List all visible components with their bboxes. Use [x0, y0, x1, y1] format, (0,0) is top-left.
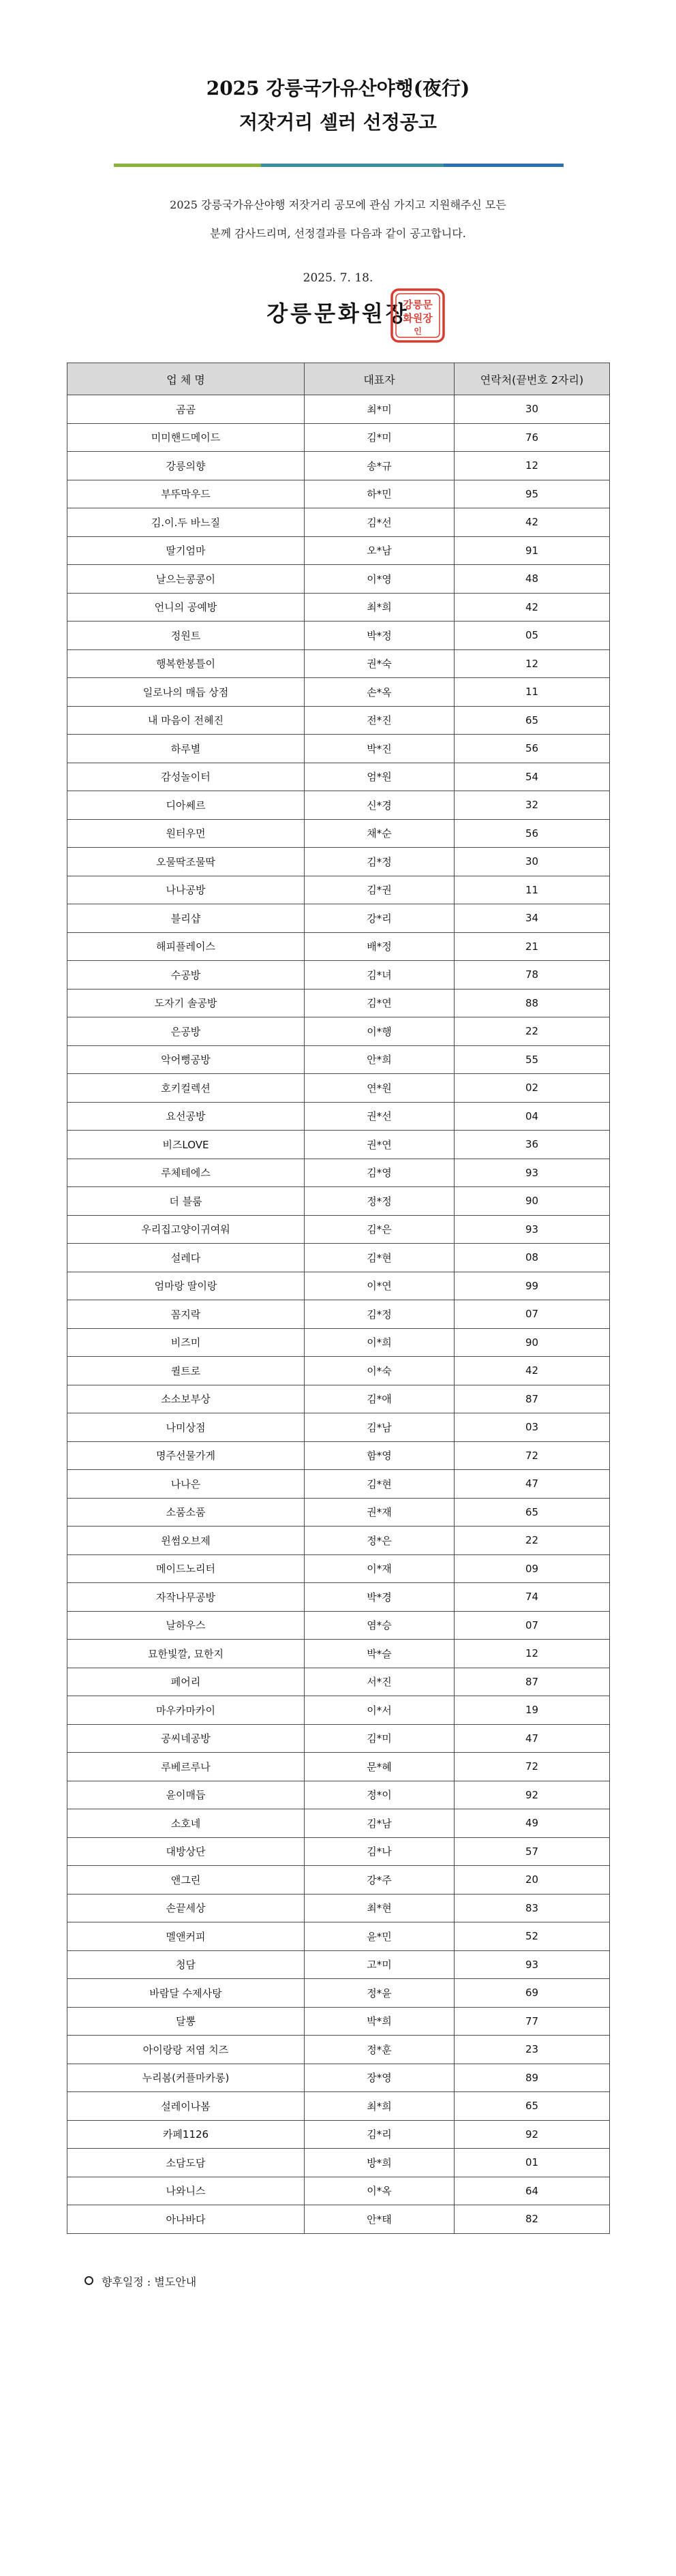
company-cell: 누리봄(커플마카롱) — [67, 2064, 305, 2092]
company-cell: 날으는콩콩이 — [67, 565, 305, 594]
company-cell: 딸기엄마 — [67, 536, 305, 565]
representative-cell: 김*선 — [305, 508, 455, 537]
representative-cell: 김*연 — [305, 989, 455, 1017]
table-row — [67, 735, 610, 763]
svg-text:강릉문: 강릉문 — [403, 298, 433, 311]
header-representative: 대표자 — [305, 363, 455, 395]
company-cell: 디아쎄르 — [67, 791, 305, 820]
contact-cell: 89 — [455, 2064, 610, 2092]
representative-cell: 엄*원 — [305, 763, 455, 791]
contact-cell: 56 — [455, 735, 610, 763]
table-row — [67, 1894, 610, 1922]
table-row — [67, 565, 610, 594]
company-cell: 소담도담 — [67, 2149, 305, 2177]
table-row — [67, 2007, 610, 2036]
title-line-2: 저잣거리 셀러 선정공고 — [239, 111, 437, 134]
table-row — [67, 1979, 610, 2008]
table-row — [67, 932, 610, 961]
company-cell: 앤그린 — [67, 1866, 305, 1895]
contact-cell: 05 — [455, 622, 610, 650]
contact-cell: 65 — [455, 1498, 610, 1527]
contact-cell: 08 — [455, 1244, 610, 1272]
representative-cell: 염*승 — [305, 1611, 455, 1640]
table-row — [67, 1611, 610, 1640]
table-row — [67, 1187, 610, 1216]
table-row — [67, 2177, 610, 2205]
company-cell: 하루별 — [67, 735, 305, 763]
company-cell: 미미핸드메이드 — [67, 423, 305, 452]
contact-cell: 32 — [455, 791, 610, 820]
table-row — [67, 763, 610, 791]
contact-cell: 64 — [455, 2177, 610, 2205]
representative-cell: 박*경 — [305, 1583, 455, 1612]
contact-cell: 82 — [455, 2205, 610, 2234]
contact-cell: 02 — [455, 1074, 610, 1103]
contact-cell: 52 — [455, 1922, 610, 1951]
contact-cell: 87 — [455, 1668, 610, 1696]
svg-text:화원장: 화원장 — [403, 312, 433, 324]
table-row — [67, 536, 610, 565]
contact-cell: 72 — [455, 1753, 610, 1781]
company-cell: 바람달 수제사탕 — [67, 1979, 305, 2008]
table-row — [67, 1102, 610, 1131]
representative-cell: 이*희 — [305, 1328, 455, 1357]
contact-cell: 19 — [455, 1696, 610, 1725]
table-row — [67, 2092, 610, 2121]
contact-cell: 20 — [455, 1866, 610, 1895]
representative-cell: 강*주 — [305, 1866, 455, 1895]
contact-cell: 76 — [455, 423, 610, 452]
representative-cell: 정*윤 — [305, 1979, 455, 2008]
schedule-text: 향후일정 : 별도안내 — [102, 2275, 197, 2288]
company-cell: 메이드노리터 — [67, 1554, 305, 1583]
representative-cell: 박*희 — [305, 2007, 455, 2036]
table-row — [67, 395, 610, 424]
company-cell: 명주선물가게 — [67, 1441, 305, 1470]
contact-cell: 92 — [455, 2120, 610, 2149]
company-cell: 아나바다 — [67, 2205, 305, 2234]
company-cell: 나미상점 — [67, 1413, 305, 1442]
company-cell: 더 블룸 — [67, 1187, 305, 1216]
contact-cell: 09 — [455, 1554, 610, 1583]
representative-cell: 김*애 — [305, 1385, 455, 1413]
representative-cell: 김*정 — [305, 848, 455, 876]
contact-cell: 07 — [455, 1300, 610, 1329]
contact-cell: 54 — [455, 763, 610, 791]
company-cell: 소소보부상 — [67, 1385, 305, 1413]
svg-text:인: 인 — [414, 326, 422, 336]
representative-cell: 이*옥 — [305, 2177, 455, 2205]
representative-cell: 오*남 — [305, 536, 455, 565]
representative-cell: 방*희 — [305, 2149, 455, 2177]
representative-cell: 고*미 — [305, 1950, 455, 1979]
representative-cell: 김*은 — [305, 1215, 455, 1244]
company-cell: 자작나무공방 — [67, 1583, 305, 1612]
company-cell: 꼼지락 — [67, 1300, 305, 1329]
table-row — [67, 452, 610, 480]
table-row — [67, 1074, 610, 1103]
table-row — [67, 1809, 610, 1838]
table-row — [67, 904, 610, 933]
contact-cell: 42 — [455, 593, 610, 622]
representative-cell: 정*정 — [305, 1187, 455, 1216]
representative-cell: 문*혜 — [305, 1753, 455, 1781]
contact-cell: 11 — [455, 876, 610, 904]
contact-cell: 12 — [455, 452, 610, 480]
contact-cell: 83 — [455, 1894, 610, 1922]
table-row — [67, 1950, 610, 1979]
table-row — [67, 1244, 610, 1272]
contact-cell: 91 — [455, 536, 610, 565]
table-row — [67, 1753, 610, 1781]
representative-cell: 권*연 — [305, 1131, 455, 1159]
contact-cell: 90 — [455, 1187, 610, 1216]
contact-cell: 01 — [455, 2149, 610, 2177]
divider-blue — [444, 164, 564, 167]
intro-line-2: 분께 감사드리며, 선정결과를 다음과 같이 공고합니다. — [210, 227, 466, 240]
representative-cell: 이*재 — [305, 1554, 455, 1583]
table-row — [67, 1527, 610, 1555]
representative-cell: 이*영 — [305, 565, 455, 594]
contact-cell: 42 — [455, 508, 610, 537]
representative-cell: 박*정 — [305, 622, 455, 650]
representative-cell: 함*영 — [305, 1441, 455, 1470]
contact-cell: 56 — [455, 819, 610, 848]
contact-cell: 78 — [455, 961, 610, 990]
table-row — [67, 1640, 610, 1668]
contact-cell: 22 — [455, 1017, 610, 1046]
contact-cell: 57 — [455, 1837, 610, 1866]
company-cell: 나나은 — [67, 1470, 305, 1499]
company-cell: 김.이.두 바느질 — [67, 508, 305, 537]
table-row — [67, 876, 610, 904]
contact-cell: 99 — [455, 1272, 610, 1300]
representative-cell: 이*연 — [305, 1272, 455, 1300]
contact-cell: 92 — [455, 1781, 610, 1809]
company-cell: 엄마랑 딸이랑 — [67, 1272, 305, 1300]
table-row — [67, 593, 610, 622]
company-cell: 멜앤커피 — [67, 1922, 305, 1951]
table-row — [67, 1215, 610, 1244]
contact-cell: 65 — [455, 2092, 610, 2121]
contact-cell: 48 — [455, 565, 610, 594]
representative-cell: 전*진 — [305, 706, 455, 735]
representative-cell: 김*나 — [305, 1837, 455, 1866]
company-cell: 언니의 공예방 — [67, 593, 305, 622]
table-row — [67, 1272, 610, 1300]
table-row — [67, 480, 610, 508]
company-cell: 악어뻥공방 — [67, 1045, 305, 1074]
table-row — [67, 1385, 610, 1413]
representative-cell: 최*미 — [305, 395, 455, 424]
representative-cell: 하*민 — [305, 480, 455, 508]
company-cell: 나나공방 — [67, 876, 305, 904]
title-line-1: 2025 강릉국가유산야행(夜行) — [206, 77, 470, 99]
table-row — [67, 791, 610, 820]
organization-name: 강릉문화원장 — [266, 301, 410, 326]
contact-cell: 04 — [455, 1102, 610, 1131]
company-cell: 곰곰 — [67, 395, 305, 424]
representative-cell: 안*태 — [305, 2205, 455, 2234]
table-row — [67, 649, 610, 678]
table-row — [67, 423, 610, 452]
contact-cell: 95 — [455, 480, 610, 508]
company-cell: 루베르루나 — [67, 1753, 305, 1781]
company-cell: 청담 — [67, 1950, 305, 1979]
table-row — [67, 1696, 610, 1725]
table-row — [67, 706, 610, 735]
company-cell: 소호네 — [67, 1809, 305, 1838]
table-row — [67, 1017, 610, 1046]
contact-cell: 93 — [455, 1215, 610, 1244]
company-cell: 페어리 — [67, 1668, 305, 1696]
circle-bullet-icon — [84, 2276, 93, 2285]
representative-cell: 강*리 — [305, 904, 455, 933]
contact-cell: 36 — [455, 1131, 610, 1159]
contact-cell: 42 — [455, 1357, 610, 1385]
table-row — [67, 2120, 610, 2149]
company-cell: 해피플레이스 — [67, 932, 305, 961]
table-row — [67, 1470, 610, 1499]
contact-cell: 34 — [455, 904, 610, 933]
contact-cell: 23 — [455, 2036, 610, 2064]
divider-green — [114, 164, 261, 167]
table-row — [67, 1357, 610, 1385]
representative-cell: 배*정 — [305, 932, 455, 961]
representative-cell: 김*남 — [305, 1413, 455, 1442]
table-row — [67, 1724, 610, 1753]
table-row — [67, 1837, 610, 1866]
table-row — [67, 1413, 610, 1442]
company-cell: 카페1126 — [67, 2120, 305, 2149]
company-cell: 강릉의향 — [67, 452, 305, 480]
table-row — [67, 2064, 610, 2092]
representative-cell: 김*미 — [305, 1724, 455, 1753]
table-row — [67, 1922, 610, 1951]
company-cell: 손끝세상 — [67, 1894, 305, 1922]
company-cell: 비즈LOVE — [67, 1131, 305, 1159]
company-cell: 윤이매듭 — [67, 1781, 305, 1809]
representative-cell: 김*남 — [305, 1809, 455, 1838]
contact-cell: 47 — [455, 1470, 610, 1499]
contact-cell: 74 — [455, 1583, 610, 1612]
representative-cell: 김*영 — [305, 1159, 455, 1187]
representative-cell: 이*서 — [305, 1696, 455, 1725]
table-row — [67, 1866, 610, 1895]
representative-cell: 채*순 — [305, 819, 455, 848]
company-cell: 루체테에스 — [67, 1159, 305, 1187]
company-cell: 정원트 — [67, 622, 305, 650]
company-cell: 수공방 — [67, 961, 305, 990]
table-row — [67, 961, 610, 990]
company-cell: 대방상단 — [67, 1837, 305, 1866]
representative-cell: 안*희 — [305, 1045, 455, 1074]
contact-cell: 30 — [455, 848, 610, 876]
table-row — [67, 678, 610, 707]
contact-cell: 11 — [455, 678, 610, 707]
contact-cell: 65 — [455, 706, 610, 735]
table-row — [67, 1300, 610, 1329]
representative-cell: 권*재 — [305, 1498, 455, 1527]
table-row — [67, 2149, 610, 2177]
divider-teal — [261, 164, 444, 167]
contact-cell: 69 — [455, 1979, 610, 2008]
representative-cell: 이*행 — [305, 1017, 455, 1046]
table-row — [67, 1045, 610, 1074]
representative-cell: 윤*민 — [305, 1922, 455, 1951]
table-row — [67, 848, 610, 876]
table-row — [67, 1668, 610, 1696]
contact-cell: 22 — [455, 1527, 610, 1555]
contact-cell: 77 — [455, 2007, 610, 2036]
representative-cell: 손*옥 — [305, 678, 455, 707]
representative-cell: 박*진 — [305, 735, 455, 763]
company-cell: 설레이나봄 — [67, 2092, 305, 2121]
contact-cell: 12 — [455, 649, 610, 678]
table-row — [67, 1498, 610, 1527]
company-cell: 마우카마카이 — [67, 1696, 305, 1725]
company-cell: 원터우먼 — [67, 819, 305, 848]
company-cell: 묘한빛깔, 묘한지 — [67, 1640, 305, 1668]
representative-cell: 김*현 — [305, 1244, 455, 1272]
contact-cell: 21 — [455, 932, 610, 961]
seller-table — [67, 363, 610, 2234]
notice-date: 2025. 7. 18. — [303, 271, 373, 285]
company-cell: 비즈미 — [67, 1328, 305, 1357]
contact-cell: 88 — [455, 989, 610, 1017]
representative-cell: 서*진 — [305, 1668, 455, 1696]
contact-cell: 49 — [455, 1809, 610, 1838]
representative-cell: 정*은 — [305, 1527, 455, 1555]
representative-cell: 최*희 — [305, 2092, 455, 2121]
representative-cell: 박*슬 — [305, 1640, 455, 1668]
representative-cell: 이*숙 — [305, 1357, 455, 1385]
contact-cell: 87 — [455, 1385, 610, 1413]
table-row — [67, 2205, 610, 2234]
table-row — [67, 1781, 610, 1809]
company-cell: 아이랑랑 저염 치즈 — [67, 2036, 305, 2064]
table-row — [67, 2036, 610, 2064]
representative-cell: 신*경 — [305, 791, 455, 820]
representative-cell: 권*숙 — [305, 649, 455, 678]
representative-cell: 최*현 — [305, 1894, 455, 1922]
contact-cell: 72 — [455, 1441, 610, 1470]
schedule-note — [84, 2273, 196, 2289]
company-cell: 나와니스 — [67, 2177, 305, 2205]
table-row — [67, 1159, 610, 1187]
company-cell: 도자기 솔공방 — [67, 989, 305, 1017]
intro-line-1: 2025 강릉국가유산야행 저잣거리 공모에 관심 가지고 지원해주신 모든 — [170, 198, 506, 211]
company-cell: 설레다 — [67, 1244, 305, 1272]
representative-cell: 최*희 — [305, 593, 455, 622]
contact-cell: 90 — [455, 1328, 610, 1357]
company-cell: 날하우스 — [67, 1611, 305, 1640]
table-row — [67, 1554, 610, 1583]
table-header-row — [67, 363, 610, 395]
representative-cell: 김*미 — [305, 423, 455, 452]
table-row — [67, 1328, 610, 1357]
table-row — [67, 819, 610, 848]
representative-cell: 정*훈 — [305, 2036, 455, 2064]
table-row — [67, 1441, 610, 1470]
representative-cell: 김*녀 — [305, 961, 455, 990]
representative-cell: 연*원 — [305, 1074, 455, 1103]
contact-cell: 07 — [455, 1611, 610, 1640]
company-cell: 퀼트로 — [67, 1357, 305, 1385]
contact-cell: 12 — [455, 1640, 610, 1668]
representative-cell: 김*현 — [305, 1470, 455, 1499]
company-cell: 내 마음이 전혜진 — [67, 706, 305, 735]
company-cell: 은공방 — [67, 1017, 305, 1046]
representative-cell: 김*정 — [305, 1300, 455, 1329]
representative-cell: 송*규 — [305, 452, 455, 480]
contact-cell: 93 — [455, 1159, 610, 1187]
company-cell: 부뚜막우드 — [67, 480, 305, 508]
contact-cell: 93 — [455, 1950, 610, 1979]
official-seal-icon — [388, 286, 447, 345]
header-company: 업 체 명 — [67, 363, 305, 395]
representative-cell: 김*리 — [305, 2120, 455, 2149]
header-contact: 연락처(끝번호 2자리) — [455, 363, 610, 395]
contact-cell: 30 — [455, 395, 610, 424]
company-cell: 블리샵 — [67, 904, 305, 933]
company-cell: 오물딱조물딱 — [67, 848, 305, 876]
company-cell: 소품소품 — [67, 1498, 305, 1527]
table-row — [67, 1583, 610, 1612]
contact-cell: 47 — [455, 1724, 610, 1753]
representative-cell: 장*영 — [305, 2064, 455, 2092]
company-cell: 우리집고양이귀여워 — [67, 1215, 305, 1244]
contact-cell: 03 — [455, 1413, 610, 1442]
table-row — [67, 1131, 610, 1159]
company-cell: 요선공방 — [67, 1102, 305, 1131]
company-cell: 호키컬렉션 — [67, 1074, 305, 1103]
company-cell: 윈썸오브제 — [67, 1527, 305, 1555]
contact-cell: 55 — [455, 1045, 610, 1074]
table-row — [67, 622, 610, 650]
representative-cell: 정*이 — [305, 1781, 455, 1809]
company-cell: 일로나의 매듭 상점 — [67, 678, 305, 707]
company-cell: 달뽕 — [67, 2007, 305, 2036]
representative-cell: 권*선 — [305, 1102, 455, 1131]
company-cell: 감성놀이터 — [67, 763, 305, 791]
table-row — [67, 508, 610, 537]
representative-cell: 김*권 — [305, 876, 455, 904]
company-cell: 행복한봉틀이 — [67, 649, 305, 678]
table-row — [67, 989, 610, 1017]
company-cell: 공씨네공방 — [67, 1724, 305, 1753]
